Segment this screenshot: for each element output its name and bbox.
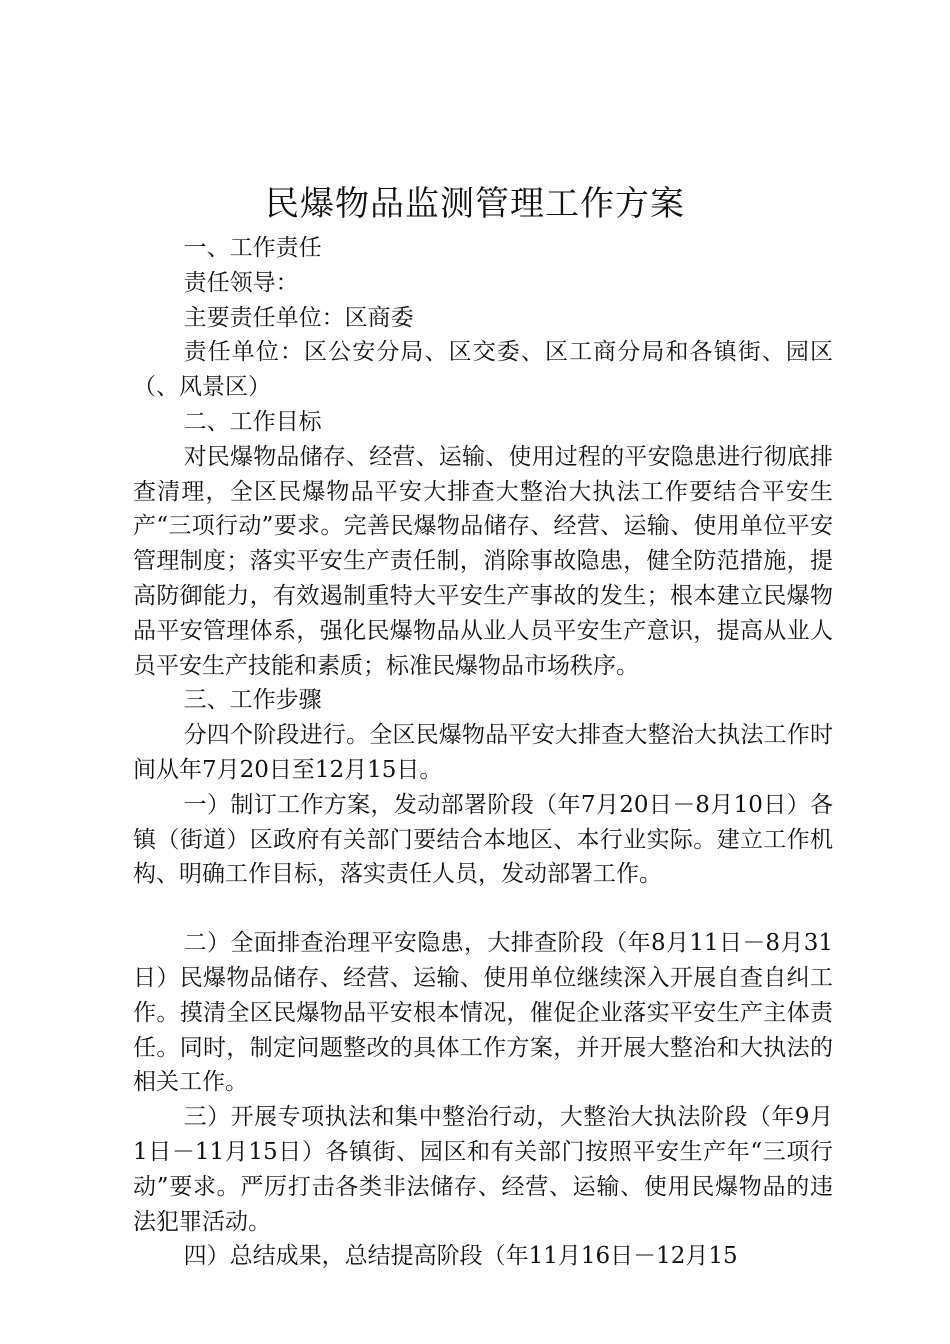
section-heading-goals: 二、工作目标 (183, 408, 322, 435)
section-heading-steps: 三、工作步骤 (183, 687, 322, 714)
paragraph-responsible-leader: 责任领导： (183, 269, 299, 296)
paragraph-step-one: 一）制订工作方案，发动部署阶段（年7月20日－8月10日）各镇（街道）区政府有关部门要结合本地区、本行业实际。建立工作机构、明确工作目标，落实责任人员，发动部署工作。 (133, 791, 833, 888)
paragraph-goals: 对民爆物品储存、经营、运输、使用过程的平安隐患进行彻底排查清理，全区民爆物品平安大排查大整治大执法工作要结合平安生产“三项行动”要求。完善民爆物品储存、经营、运输、使用单位平安管理制度；落实平安生产责任制，消除事故隐患，健全防范措施，提高防御能力，有效遏制重特大平安生产事故的发生；根本建立民爆物品平安管理体系，强化民爆物品从业人员平安生产意识，提高从业人员平安生产技能和素质；标准民爆物品市场秩序。 (133, 443, 833, 679)
paragraph-step-two: 二）全面排查治理平安隐患，大排查阶段（年8月11日－8月31日）民爆物品储存、经营、运输、使用单位继续深入开展自查自纠工作。摸清全区民爆物品平安根本情况，催促企业落实平安生产主体责任。同时，制定问题整改的具体工作方案，并开展大整治和大执法的相关工作。 (133, 930, 833, 1096)
paragraph-responsible-units: 责任单位：区公安分局、区交委、区工商分局和各镇街、园区（、风景区） (133, 339, 833, 401)
paragraph-step-four: 四）总结成果，总结提高阶段（年11月16日－12月15 (183, 1243, 738, 1270)
section-heading-responsibility: 一、工作责任 (183, 235, 322, 261)
paragraph-step-three: 三）开展专项执法和集中整治行动，大整治大执法阶段（年9月1日－11月15日）各镇街、园区和有关部门按照平安生产年“三项行动”要求。严厉打击各类非法储存、经营、运输、使用民爆物品的违法犯罪活动。 (133, 1104, 833, 1235)
paragraph-main-unit: 主要责任单位：区商委 (183, 304, 414, 331)
paragraph-steps-intro: 分四个阶段进行。全区民爆物品平安大排查大整治大执法工作时间从年7月20日至12月15日。 (133, 722, 833, 783)
document-body (133, 231, 833, 1274)
document-title: 民爆物品监测管理工作方案 (265, 184, 685, 224)
